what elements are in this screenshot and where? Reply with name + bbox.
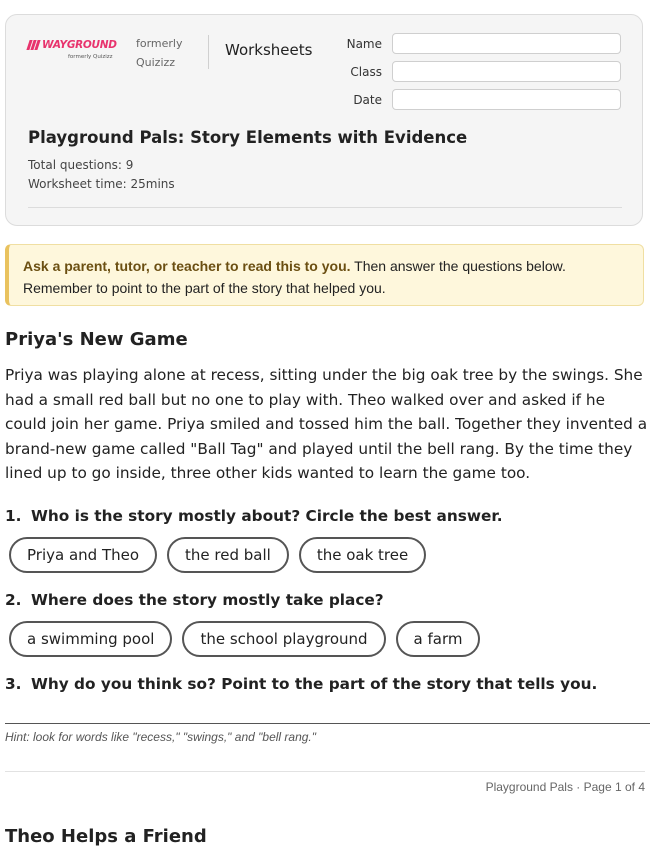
- answer-option[interactable]: the school playground: [182, 621, 385, 657]
- date-field[interactable]: [392, 89, 621, 110]
- answer-option[interactable]: a swimming pool: [9, 621, 172, 657]
- class-label: Class: [350, 65, 382, 79]
- total-questions: Total questions: 9: [28, 158, 134, 172]
- logo-mark-icon: [28, 40, 39, 50]
- question-3: [5, 675, 597, 693]
- notice-emphasis: Ask a parent, tutor, or teacher to read this to you.: [23, 258, 351, 274]
- story-title: Priya's New Game: [5, 329, 188, 350]
- answer-option[interactable]: a farm: [396, 621, 481, 657]
- question-1-options: [9, 537, 426, 573]
- question-number: 1.: [5, 507, 22, 525]
- answer-option[interactable]: the oak tree: [299, 537, 426, 573]
- question-2-options: [9, 621, 480, 657]
- formerly-label: formerly Quizizz: [136, 37, 183, 69]
- notice-text: Then answer the questions below. Remember to point to the part of the story that helped you.: [23, 258, 566, 296]
- name-label: Name: [346, 37, 382, 51]
- doc-type-label: Worksheets: [225, 41, 313, 59]
- question-number: 2.: [5, 591, 22, 609]
- answer-line[interactable]: [5, 723, 650, 724]
- name-field[interactable]: [392, 33, 621, 54]
- header-divider: [208, 35, 209, 69]
- wayground-logo: [28, 27, 120, 61]
- story-text: Priya was playing alone at recess, sitting under the big oak tree by the swings. She had a small red ball but no one to play with. Theo walked over and asked if he could join her game. Priya smiled and tossed him the ball. Together they invented a brand-new game called "Ball Tag" and played until the bell rang. By the time they lined up to go inside, three other kids wanted to learn the game too.: [5, 366, 648, 482]
- question-text: Why do you think so? Point to the part of the story that tells you.: [31, 675, 598, 693]
- logo-wordmark: WAYGROUND: [42, 39, 117, 51]
- question-2: [5, 591, 384, 609]
- date-label: Date: [353, 93, 382, 107]
- question-1: [5, 507, 503, 525]
- question-number: 3.: [5, 675, 22, 693]
- question-text: Who is the story mostly about? Circle the best answer.: [31, 507, 503, 525]
- question-hint: Hint: look for words like "recess," "swings," and "bell rang.": [5, 730, 317, 744]
- page-divider: [5, 771, 645, 772]
- worksheet-time: Worksheet time: 25mins: [28, 177, 175, 191]
- question-text: Where does the story mostly take place?: [31, 591, 384, 609]
- header-rule: [28, 207, 622, 208]
- next-story-title: Theo Helps a Friend: [5, 826, 207, 847]
- logo-subtext: formerly Quizizz: [68, 54, 113, 60]
- worksheet-title: Playground Pals: Story Elements with Evidence: [28, 128, 468, 147]
- answer-option[interactable]: the red ball: [167, 537, 289, 573]
- class-field[interactable]: [392, 61, 621, 82]
- page-footer: Playground Pals · Page 1 of 4: [485, 780, 645, 794]
- instruction-notice: [5, 244, 644, 306]
- answer-option[interactable]: Priya and Theo: [9, 537, 157, 573]
